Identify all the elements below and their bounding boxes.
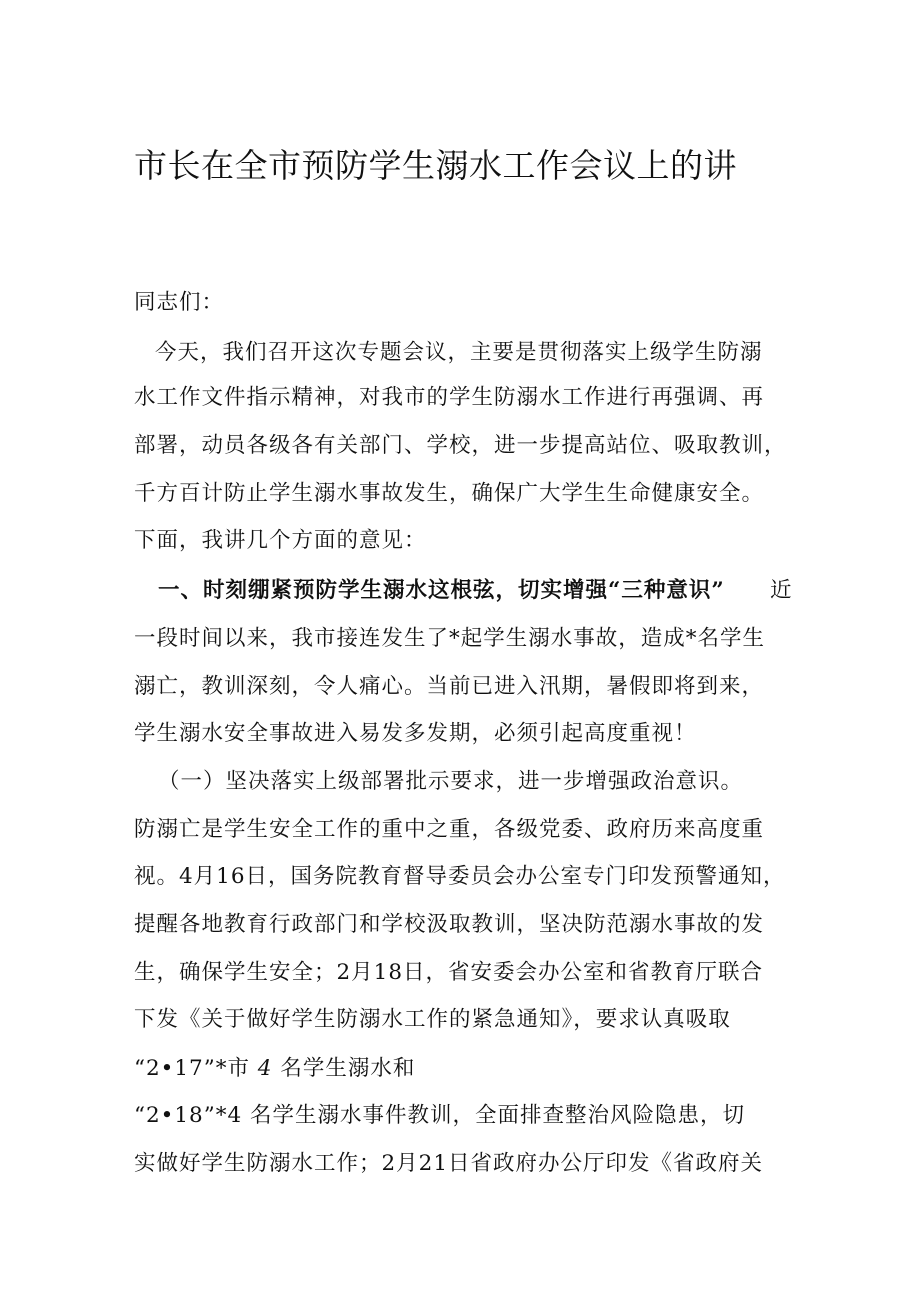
paragraph-line: 近 [770, 578, 793, 603]
date-quote-tail: 名学生溺水和 [280, 1056, 416, 1081]
document-title: 市长在全市预防学生溺水工作会议上的讲 [134, 146, 737, 185]
paragraph-line: 今天，我们召开这次专题会议，主要是贯彻落实上级学生防溺 [155, 340, 763, 365]
subsection-heading: （一）坚决落实上级部署批示要求，进一步增强政治意识。 [158, 769, 744, 794]
paragraph-line: 实做好学生防溺水工作；2月21日省政府办公厅印发《省政府关 [134, 1151, 764, 1176]
paragraph-line: 下发《关于做好学生防溺水工作的紧急通知》，要求认真吸取 [134, 1007, 731, 1032]
paragraph-line: 学生溺水安全事故进入易发多发期，必须引起高度重视！ [134, 721, 697, 746]
paragraph-line: 生，确保学生安全；2月18日，省安委会办公室和省教育厅联合 [134, 960, 764, 985]
paragraph-line: 一段时间以来，我市接连发生了*起学生溺水事故，造成*名学生 [134, 626, 766, 651]
greeting: 同志们： [134, 290, 225, 315]
paragraph-line: 防溺亡是学生安全工作的重中之重，各级党委、政府历来高度重 [134, 817, 765, 842]
date-quote: “2•17”*市 [134, 1056, 250, 1081]
paragraph-line: 溺亡，教训深刻，令人痛心。当前已进入汛期，暑假即将到来， [134, 674, 765, 699]
paragraph-line: 提醒各地教育行政部门和学校汲取教训，坚决防范溺水事故的发 [134, 912, 765, 937]
paragraph-line: 部署，动员各级各有关部门、学校，进一步提高站位、吸取教训， [134, 433, 787, 458]
paragraph-line [134, 1054, 415, 1084]
paragraph-line: 下面，我讲几个方面的意见： [134, 528, 427, 553]
italic-number: 4 [257, 1056, 273, 1081]
paragraph-line: “2•18”*4 名学生溺水事件教训，全面排查整治风险隐患，切 [134, 1103, 745, 1128]
section-heading: 一、时刻绷紧预防学生溺水这根弦，切实增强“三种意识” [158, 578, 725, 603]
paragraph-line: 千方百计防止学生溺水事故发生，确保广大学生生命健康安全。 [134, 481, 765, 506]
paragraph-line: 水工作文件指示精神，对我市的学生防溺水工作进行再强调、再 [134, 385, 765, 410]
paragraph-line: 视。4月16日，国务院教育督导委员会办公室专门印发预警通知， [134, 864, 786, 889]
